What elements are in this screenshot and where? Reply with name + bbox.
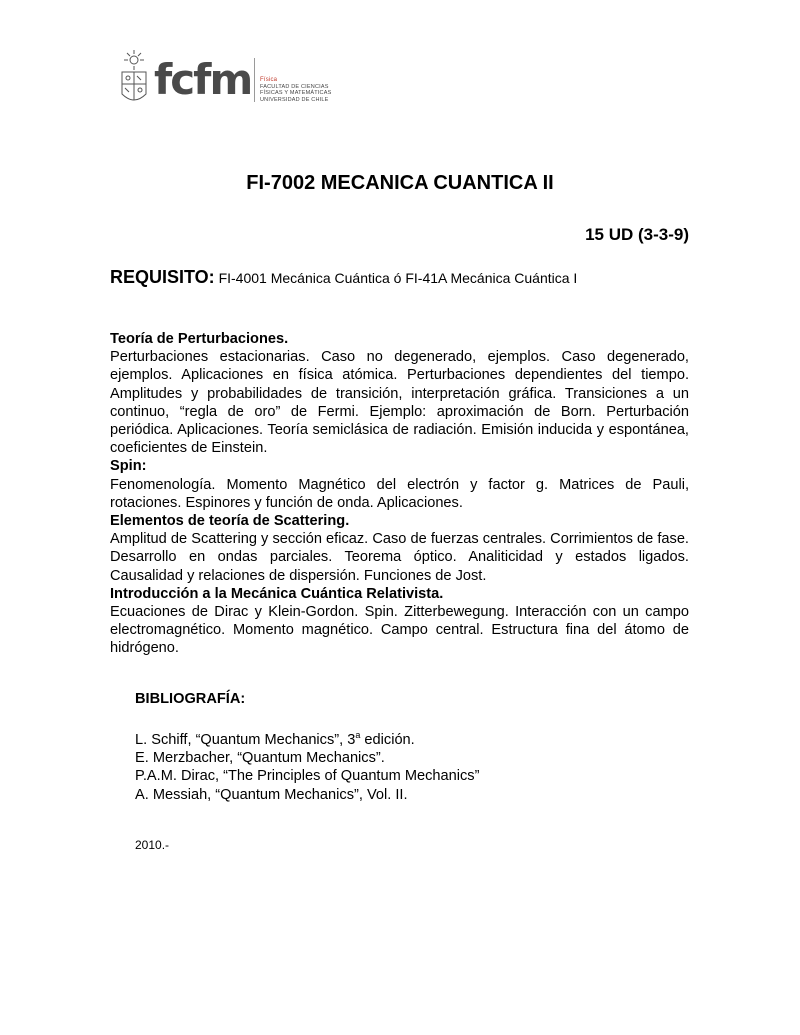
university-logo — [118, 50, 332, 110]
bibliography-entry: A. Messiah, “Quantum Mechanics”, Vol. II. — [135, 786, 408, 803]
department-name: Física — [260, 77, 278, 83]
prerequisite — [110, 267, 577, 288]
section-text: Fenomenología. Momento Magnético del electrón y factor g. Matrices de Pauli, rotaciones. Espinores y función de onda. Aplicaciones. — [110, 476, 689, 511]
superscript: a — [355, 730, 361, 741]
syllabus-section — [110, 512, 689, 585]
syllabus-section — [110, 585, 689, 658]
section-text: Perturbaciones estacionarias. Caso no degenerado, ejemplos. Caso degenerado, ejemplos. Aplicaciones en física atómica. Perturbaciones dependientes del tiempo. Amplitudes y probabilidades de transición, interpretación gráfica. Transiciones a un continuo, “regla de oro” de Fermi. Ejemplo: aproximación de Born. Perturbación periódica. Aplicaciones. Teoría semiclásica de radiación. Emisión inducida y espontánea, coeficientes de Einstein. — [110, 349, 689, 457]
syllabus-section — [110, 330, 689, 457]
course-title: FI-7002 MECANICA CUANTICA II — [246, 172, 554, 194]
bibliography-heading: BIBLIOGRAFÍA: — [135, 691, 246, 707]
entry-text: edición. — [360, 732, 415, 749]
entry-text: L. Schiff, “Quantum Mechanics”, 3 — [135, 732, 356, 749]
section-text: Ecuaciones de Dirac y Klein-Gordon. Spin. Zitterbewegung. Interacción con un campo electromagnético. Momento magnético. Campo central. Estructura fina del átomo de hidrógeno. — [110, 604, 689, 657]
fcfm-logo-mark: fcfm — [154, 55, 252, 104]
section-heading: Spin: — [110, 458, 147, 475]
document-year: 2010.- — [135, 838, 170, 852]
faculty-name — [260, 77, 331, 103]
bibliography-entry: P.A.M. Dirac, “The Principles of Quantum Mechanics” — [135, 768, 480, 785]
bibliography-entry — [135, 726, 479, 749]
prerequisite-label: REQUISITO: — [110, 267, 215, 287]
section-heading: Introducción a la Mecánica Cuántica Relativista. — [110, 585, 444, 602]
logo-divider — [254, 58, 255, 102]
faculty-line: UNIVERSIDAD DE CHILE — [260, 96, 329, 103]
section-text: Amplitud de Scattering y sección eficaz. Caso de fuerzas centrales. Corrimientos de fase. Desarrollo en ondas parciales. Teorema óptico. Analiticidad y estados ligados. Causalidad y relaciones de dispersión. Funciones de Jost. — [110, 531, 689, 584]
prerequisite-text: FI-4001 Mecánica Cuántica ó FI-41A Mecánica Cuántica I — [214, 270, 578, 286]
faculty-line: FACULTAD DE CIENCIAS — [260, 83, 329, 90]
university-emblem-icon — [118, 50, 150, 108]
course-credits: 15 UD (3-3-9) — [585, 225, 689, 244]
syllabus-section — [110, 457, 689, 512]
syllabus-content — [110, 330, 689, 658]
section-heading: Elementos de teoría de Scattering. — [110, 513, 350, 530]
faculty-line: FÍSICAS Y MATEMÁTICAS — [260, 90, 332, 96]
bibliography-entry: E. Merzbacher, “Quantum Mechanics”. — [135, 750, 385, 767]
bibliography — [135, 690, 479, 804]
section-heading: Teoría de Perturbaciones. — [110, 331, 289, 347]
